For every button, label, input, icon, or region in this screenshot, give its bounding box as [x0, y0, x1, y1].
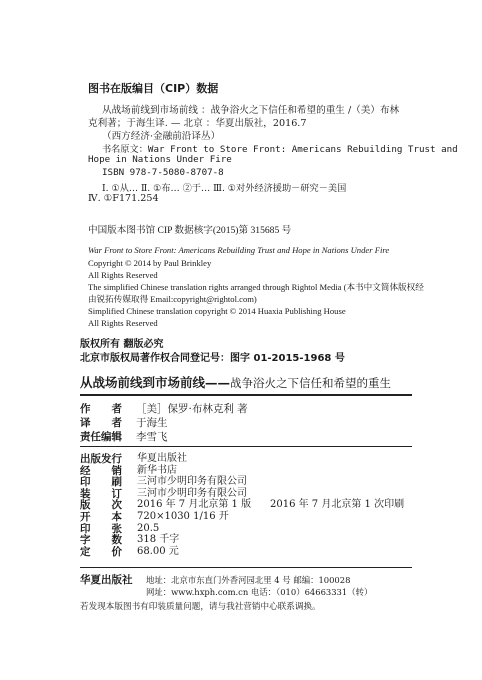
pub-value: 三河市少明印务有限公司 [137, 476, 247, 488]
divider [80, 394, 412, 396]
book-title-main: 从战场前线到市场前线—— [80, 375, 231, 390]
english-title: War Front to Store Front: Americans Rebuilding Trust and Hope in Nations Under Fire [88, 245, 390, 255]
translation-rights: The simplified Chinese translation rights arranged through Rightol Media (本书中文简体版权经由锐拓传媒取得 Email:copyright@rightol.com) [88, 282, 424, 304]
cip-line: 书名原文：War Front to Store Front: Americans Rebuilding Trust and [102, 144, 458, 155]
credit-label: 译 者 [80, 417, 122, 429]
footer-note: 若发现本版图书有印装质量问题，请与我社营销中心联系调换。 [80, 602, 321, 612]
footer-address: 地址：北京市东直门外香河园北里 4 号 邮编：100028 [146, 575, 351, 585]
pub-value: 2016 年 7 月北京第 1 版 [137, 499, 252, 511]
pub-extra: 2016 年 7 月北京第 1 次印刷 [270, 499, 405, 511]
cip-title: 图书在版编目（CIP）数据 [88, 82, 219, 95]
footer-publisher: 华夏出版社 [80, 574, 133, 586]
pub-label: 装 订 [80, 487, 122, 500]
english-copyright: Copyright © 2014 by Paul Brinkley [88, 258, 212, 268]
credit-label: 作 者 [80, 403, 122, 415]
pub-label: 经 销 [80, 464, 122, 477]
pub-value: 20.5 [137, 522, 160, 534]
contract-registration: 北京市版权局著作权合同登记号：图字 01-2015-1968 号 [80, 353, 345, 364]
cip-line: （西方经济·金融前沿译丛） [102, 131, 221, 142]
pub-label: 定 价 [80, 545, 122, 558]
pub-value: 318 千字 [137, 534, 180, 546]
pub-label: 印 刷 [80, 476, 122, 489]
pub-label: 版 次 [80, 499, 122, 512]
cip-line: 克利著；于海生译. — 北京 ：华夏出版社，2016.7 [88, 118, 307, 129]
cip-line: Ⅰ. ①从… Ⅱ. ①布… ②于… Ⅲ. ①对外经济援助－研究－美国 [102, 183, 347, 194]
pub-value: 68.00 元 [137, 545, 179, 557]
book-title [80, 373, 391, 391]
pub-label: 出版发行 [80, 453, 122, 465]
credit-value: 李雪飞 [136, 431, 168, 443]
pub-label: 开 本 [80, 511, 122, 523]
cip-check-number: 中国版本图书馆 CIP 数据核字(2015)第 315685 号 [88, 225, 292, 236]
pub-value: 三河市少明印务有限公司 [137, 487, 247, 499]
cip-line: Ⅳ. ①F171.254 [88, 193, 159, 204]
credit-value: 于海生 [136, 417, 168, 429]
book-title-sub: 战争浴火之下信任和希望的重生 [230, 376, 392, 390]
pub-label: 字 数 [80, 534, 122, 547]
pub-label: 印 张 [80, 522, 122, 535]
cip-isbn: ISBN 978-7-5080-8707-8 [102, 167, 224, 178]
rights-notice: 版权所有 翻版必究 [80, 339, 164, 350]
all-rights-reserved: All Rights Reserved [88, 318, 158, 328]
pub-value: 华夏出版社 [137, 453, 187, 464]
cip-line: 从战场前线到市场前线 ：战争浴火之下信任和希望的重生 /（美）布林 [102, 105, 400, 116]
footer-web: 网址：www.hxph.com.cn 电话：（010）64663331（转） [146, 587, 373, 597]
credit-value: ［美］保罗·布林克利 著 [136, 403, 248, 415]
divider [80, 567, 412, 568]
pub-value: 720×1030 1/16 开 [137, 511, 229, 522]
pub-value: 新华书店 [137, 464, 177, 476]
cip-line: Hope in Nations Under Fire [88, 154, 232, 165]
all-rights-reserved: All Rights Reserved [88, 270, 158, 280]
divider [80, 446, 412, 447]
simplified-copyright: Simplified Chinese translation copyright © 2014 Huaxia Publishing House [88, 306, 346, 316]
credit-label: 责任编辑 [80, 431, 122, 443]
